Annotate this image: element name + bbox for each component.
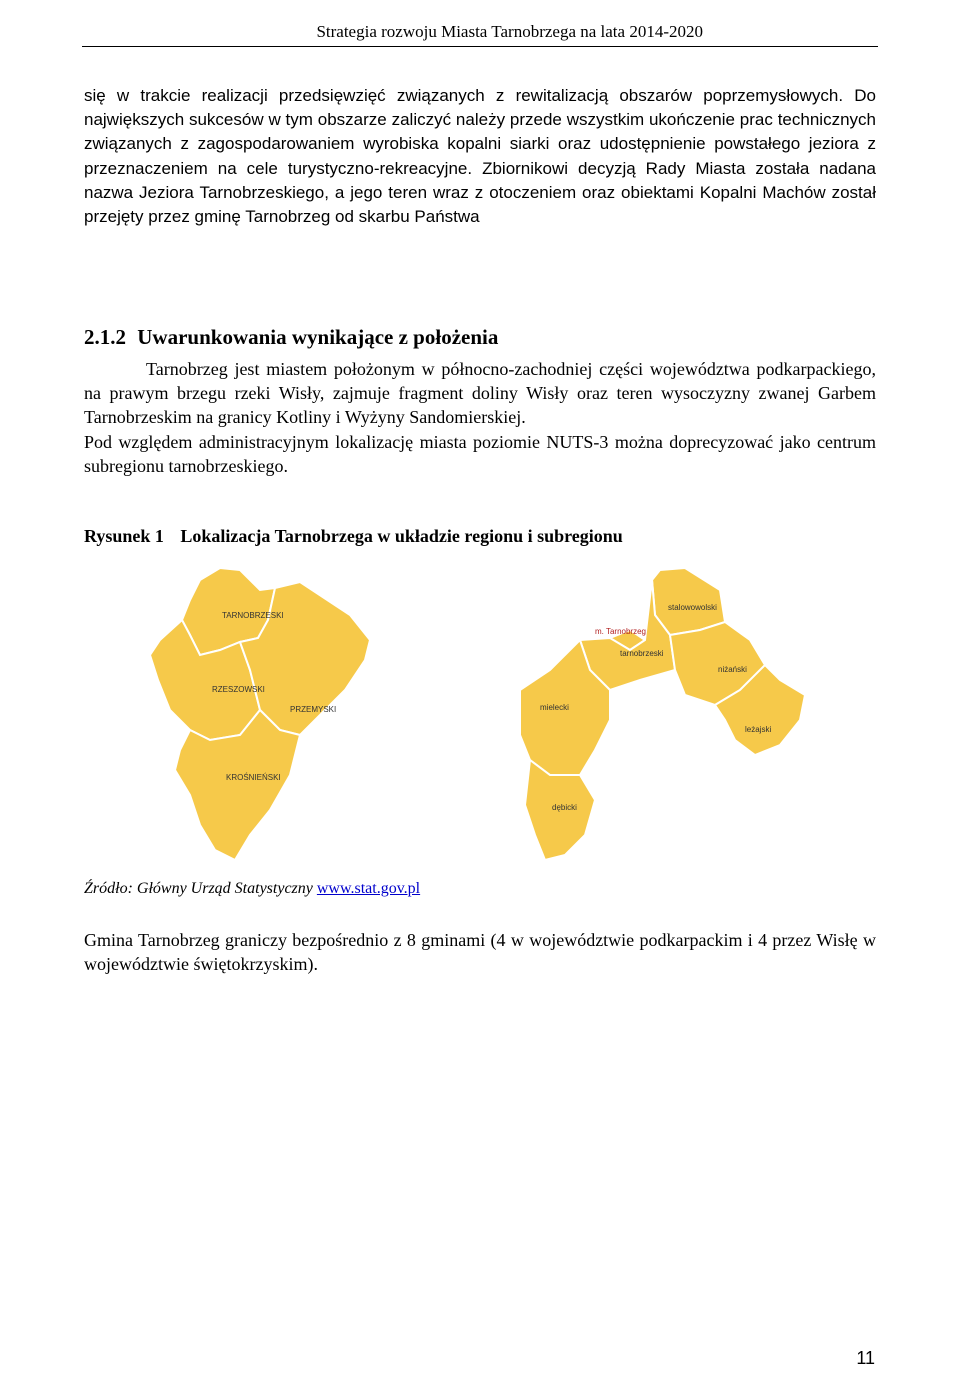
page-number: 11	[856, 1348, 875, 1368]
paragraph-revitalization: się w trakcie realizacji przedsięwzięć związanych z rewitalizacją obszarów poprzemysłowych. Do największych sukcesów w tym obszarze zaliczyć należy przede wszystkim ukończenie prac technicznych związanych z zagospodarowaniem wyrobiska kopalni siarki oraz udostępnienie powstałego jeziora z przeznaczeniem na cele turystyczno-rekreacyjne. Zbiornikowi decyzją Rady Miasta została nadana nazwa Jeziora Tarnobrzeskiego, a jego teren wraz z otoczeniem oraz obiektami Kopalni Machów został przejęty przez gminę Tarnobrzeg od skarbu Państwa	[84, 86, 876, 227]
section-heading	[84, 325, 498, 350]
figure-caption	[84, 526, 623, 547]
label-krosnienski: KROŚNIEŃSKI	[226, 773, 281, 782]
left-region-map	[150, 568, 370, 860]
label-tarnobrzeski: TARNOBRZESKI	[222, 611, 284, 620]
figure-source	[84, 880, 420, 898]
figure-title: Lokalizacja Tarnobrzega w układzie regionu i subregionu	[180, 526, 623, 546]
source-link[interactable]: www.stat.gov.pl	[316, 880, 421, 897]
label-m-tarnobrzeg: m. Tarnobrzeg	[595, 627, 646, 636]
figure-number: Rysunek 1	[84, 526, 164, 546]
page-header	[82, 22, 878, 42]
paragraph-nuts3: Pod względem administracyjnym lokalizację miasta poziomie NUTS-3 można doprecyzować jako centrum subregionu tarnobrzeskiego.	[84, 432, 876, 477]
section-number: 2.1.2	[84, 325, 126, 349]
label-nizanski: niżański	[718, 665, 747, 674]
label-debicki: dębicki	[552, 803, 577, 812]
source-label: Źródło: Główny Urząd Statystyczny	[84, 880, 313, 897]
label-lezajski: leżajski	[745, 725, 772, 734]
header-rule	[82, 46, 878, 47]
section-title: Uwarunkowania wynikające z położenia	[137, 325, 499, 349]
label-stalowowolski: stalowowolski	[668, 603, 717, 612]
label-mielecki: mielecki	[540, 703, 569, 712]
paragraph-location: Tarnobrzeg jest miastem położonym w północno-zachodniej części województwa podkarpackiego, na prawym brzegu rzeki Wisły, zajmuje fragment doliny Wisły oraz teren wysoczyzny zwanej Garbem Tarnobrzeskim na granicy Kotliny i Wyżyny Sandomierskiej.	[84, 359, 876, 428]
label-rzeszowski: RZESZOWSKI	[212, 685, 265, 694]
label-tarnobrzeski: tarnobrzeski	[620, 649, 664, 658]
region-maps-svg	[140, 560, 840, 870]
header-title: Strategia rozwoju Miasta Tarnobrzega na lata 2014-2020	[316, 22, 703, 41]
figure-maps	[140, 560, 840, 870]
paragraph-neighbors: Gmina Tarnobrzeg graniczy bezpośrednio z 8 gminami (4 w województwie podkarpackim i 4 przez Wisłę w województwie świętokrzyskim).	[84, 930, 876, 975]
right-subregion-map	[520, 568, 805, 860]
label-przemyski: PRZEMYSKI	[290, 705, 337, 714]
